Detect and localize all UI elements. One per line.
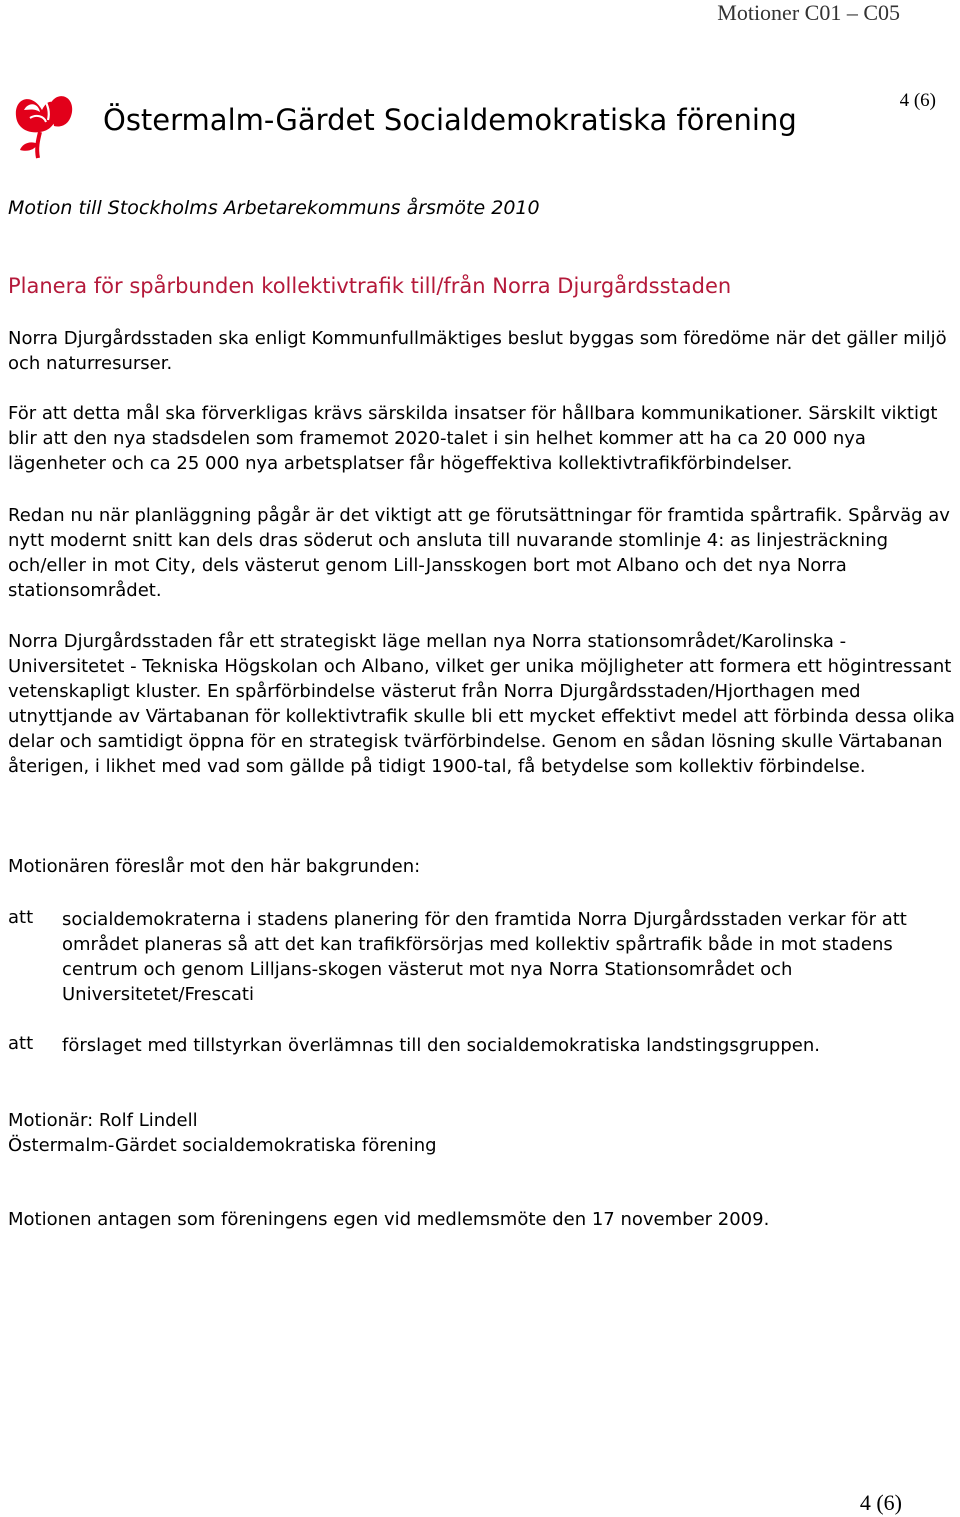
motion-title: Planera för spårbunden kollektivtrafik till/från Norra Djurgårdsstaden [8,274,732,298]
att-clause-2: förslaget med tillstyrkan överlämnas till den socialdemokratiska landstingsgruppen. [62,1035,820,1056]
organization-title: Östermalm-Gärdet Socialdemokratiska förening [103,103,797,137]
adoption-note: Motionen antagen som föreningens egen vid medlemsmöte den 17 november 2009. [8,1209,770,1230]
mover-block [8,1108,437,1158]
mover-organization: Östermalm-Gärdet socialdemokratiska förening [8,1135,437,1156]
att-clause-1: socialdemokraterna i stadens planering för den framtida Norra Djurgårdsstaden verkar för att området planeras så att det kan trafikförsörjas med kollektiv spårtrafik både in mot stadens centrum och genom Lilljans-skogen västerut mot nya Norra Stationsområdet och Universitetet/Frescati [62,909,907,1005]
att-label-2: att [8,1033,34,1054]
body-paragraph-4: Norra Djurgårdsstaden får ett strategiskt läge mellan nya Norra stationsområdet/Karolinska - Universitetet - Tekniska Högskolan och Albano, vilket ger unika möjligheter att formera ett högintressant vetenskapligt kluster. En spårförbindelse västerut från Norra Djurgårdsstaden/Hjorthagen med utnyttjande av Värtabanan för kollektivtrafik skulle bli ett mycket effektivt medel att förbinda dessa olika delar och samtidigt öppna för en strategisk tvärförbindelse. Genom en sådan lösning skulle Värtabanan återigen, i likhet med vad som gällde på tidigt 1900-tal, få betydelse som kollektiv förbindelse. [8,631,955,777]
body-paragraph-3: Redan nu när planläggning pågår är det viktigt att ge förutsättningar för framtida spårtrafik. Spårväg av nytt modernt snitt kan dels dras söderut och ansluta till nuvarande stomlinje 4: as linjesträckning och/eller in mot City, dels västerut genom Lill-Jansskogen bort mot Albano och det nya Norra stationsområdet. [8,505,950,601]
att-label-1: att [8,907,34,928]
proposal-intro: Motionären föreslår mot den här bakgrunden: [8,856,421,877]
page-number-bottom: 4 (6) [859,1490,902,1515]
page-number-top: 4 (6) [899,90,936,111]
red-rose-logo-icon [10,88,76,160]
motion-subtitle: Motion till Stockholms Arbetarekommuns årsmöte 2010 [8,197,540,219]
body-paragraph-2: För att detta mål ska förverkligas krävs särskilda insatser för hållbara kommunikationer. Särskilt viktigt blir att den nya stadsdelen som framemot 2020-talet i sin helhet kommer att ha ca 20 000 nya lägenheter och ca 25 000 nya arbetsplatser får högeffektiva kollektivtrafikförbindelser. [8,403,938,474]
running-header: Motioner C01 – C05 [717,0,900,25]
mover-name: Motionär: Rolf Lindell [8,1110,198,1131]
body-paragraph-1: Norra Djurgårdsstaden ska enligt Kommunfullmäktiges beslut byggas som föredöme när det gäller miljö och naturresurser. [8,328,947,374]
